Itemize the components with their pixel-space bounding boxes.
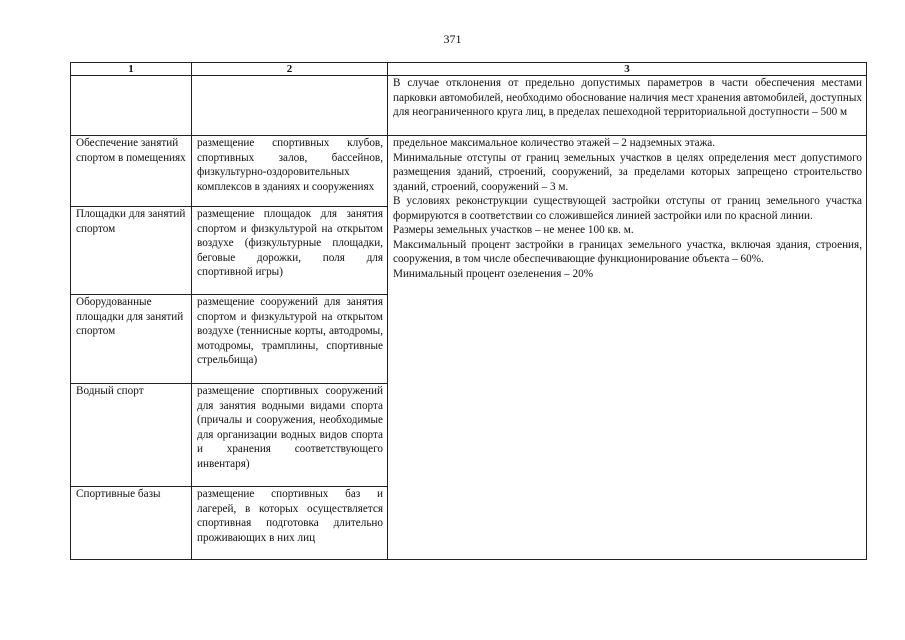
- zoning-table: [70, 62, 867, 560]
- land-use-description: размещение спортивных баз и лагерей, в которых осуществляется спортивная подготовка длительно проживающих в них лиц: [192, 487, 388, 560]
- parameter-paragraph: Максимальный процент застройки в границах земельного участка, включая здания, строения, сооружения, в том числе обеспечивающие функционирование объекта – 60%.: [393, 238, 862, 265]
- parameter-paragraph: В условиях реконструкции существующей застройки отступы от границ земельного участка формируются в соответствии со сложившейся линией застройки или по красной линии.: [393, 195, 862, 222]
- parameter-paragraph: Минимальные отступы от границ земельных участков в целях определения мест допустимого размещения зданий, строений, сооружений, за пределами которых запрещено строительство зданий, строений, сооружений – 3 м.: [393, 151, 862, 193]
- parameter-paragraph: Минимальный процент озеленения – 20%: [393, 267, 594, 280]
- column-header-2: 2: [192, 63, 388, 76]
- land-use-name: Оборудованные площадки для занятий спортом: [71, 295, 192, 384]
- land-use-description: размещение спортивных клубов, спортивных залов, бассейнов, физкультурно-оздоровительных комплексов в зданиях и сооружениях: [192, 136, 388, 207]
- table-row: [71, 136, 867, 207]
- land-use-description: размещение площадок для занятия спортом и физкультурой на открытом воздухе (физкультурные площадки, беговые дорожки, поля для спортивной игры): [192, 207, 388, 295]
- parameter-paragraph: Размеры земельных участков – не менее 100 кв. м.: [393, 224, 634, 236]
- table-row: [71, 76, 867, 136]
- land-use-name: Площадки для занятий спортом: [71, 207, 192, 295]
- column-header-3: 3: [388, 63, 867, 76]
- column-header-1: 1: [71, 63, 192, 76]
- parameters-cell: [388, 136, 867, 560]
- land-use-name: Водный спорт: [71, 384, 192, 487]
- land-use-name: Спортивные базы: [71, 487, 192, 560]
- land-use-name: Обеспечение занятий спортом в помещениях: [71, 136, 192, 207]
- empty-cell: [192, 76, 388, 136]
- land-use-description: размещение сооружений для занятия спортом и физкультурой на открытом воздухе (теннисные корты, автодромы, мотодромы, трамплины, спортивные стрельбища): [192, 295, 388, 384]
- parking-requirement-text: В случае отклонения от предельно допустимых параметров в части обеспечения местами парковки автомобилей, необходимо обоснование наличия мест хранения автомобилей, доступных для неограниченного круга лиц, в пределах пешеходной территориальной доступности – 500 м: [388, 76, 867, 136]
- empty-cell: [71, 76, 192, 136]
- land-use-description: размещение спортивных сооружений для занятия водными видами спорта (причалы и сооружения, необходимые для организации водных видов спорта и хранения соответствующего инвентаря): [192, 384, 388, 487]
- page-number: 371: [443, 32, 462, 46]
- table-header-row: [71, 63, 867, 76]
- parameter-paragraph: предельное максимальное количество этажей – 2 надземных этажа.: [393, 137, 716, 149]
